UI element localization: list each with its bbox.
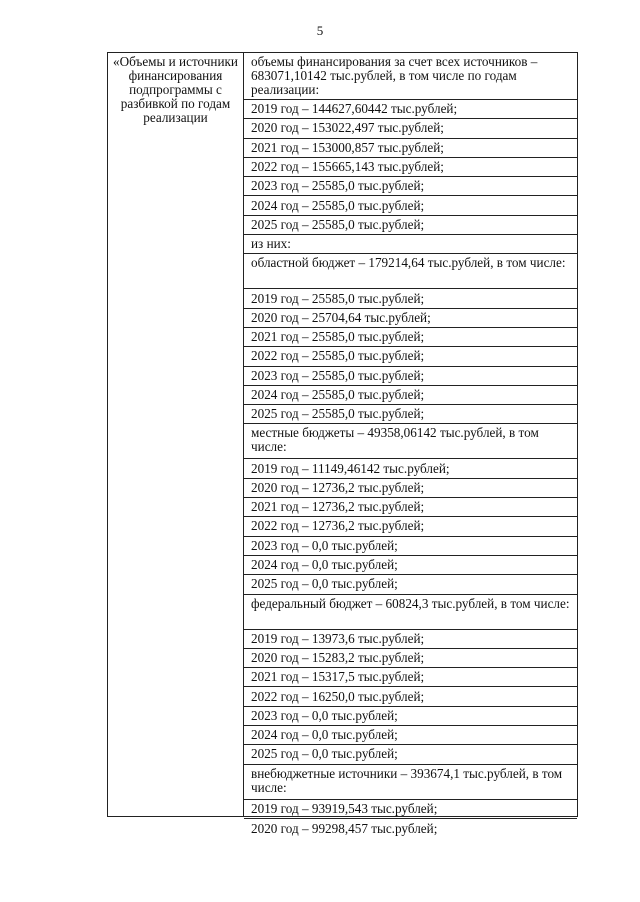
regional-year-row: 2021 год – 25585,0 тыс.рублей; (244, 328, 577, 347)
local-year-row: 2020 год – 12736,2 тыс.рублей; (244, 479, 577, 498)
federal-year-row: 2019 год – 13973,6 тыс.рублей; (244, 630, 577, 649)
federal-year-row: 2022 год – 16250,0 тыс.рублей; (244, 687, 577, 706)
regional-budget-heading: областной бюджет – 179214,64 тыс.рублей, в том числе: (244, 254, 577, 289)
total-year-row: 2025 год – 25585,0 тыс.рублей; (244, 216, 577, 235)
financing-table (107, 52, 578, 836)
regional-year-row: 2020 год – 25704,64 тыс.рублей; (244, 309, 577, 328)
regional-year-row: 2025 год – 25585,0 тыс.рублей; (244, 405, 577, 424)
regional-year-row: 2022 год – 25585,0 тыс.рублей; (244, 347, 577, 366)
total-year-row: 2020 год – 153022,497 тыс.рублей; (244, 119, 577, 138)
total-year-row: 2024 год – 25585,0 тыс.рублей; (244, 196, 577, 215)
local-year-row: 2022 год – 12736,2 тыс.рублей; (244, 517, 577, 536)
federal-budget-heading: федеральный бюджет – 60824,3 тыс.рублей, в том числе: (244, 595, 577, 630)
regional-year-row: 2023 год – 25585,0 тыс.рублей; (244, 367, 577, 386)
local-year-row: 2024 год – 0,0 тыс.рублей; (244, 556, 577, 575)
total-year-row: 2023 год – 25585,0 тыс.рублей; (244, 177, 577, 196)
local-year-row: 2021 год – 12736,2 тыс.рублей; (244, 498, 577, 517)
local-year-row: 2025 год – 0,0 тыс.рублей; (244, 575, 577, 594)
financing-details (244, 53, 577, 838)
extrabudgetary-year-row: 2020 год – 99298,457 тыс.рублей; (251, 820, 438, 836)
extrabudgetary-year-row: 2019 год – 93919,543 тыс.рублей; (244, 800, 577, 819)
total-year-row: 2021 год – 153000,857 тыс.рублей; (244, 139, 577, 158)
local-year-row: 2023 год – 0,0 тыс.рублей; (244, 537, 577, 556)
subprogram-financing-label: «Объемы и источники финансирования подпрограммы с разбивкой по годам реализации (113, 54, 238, 125)
regional-year-row: 2024 год – 25585,0 тыс.рублей; (244, 386, 577, 405)
federal-year-row: 2025 год – 0,0 тыс.рублей; (244, 745, 577, 764)
local-budget-heading: местные бюджеты – 49358,06142 тыс.рублей, в том числе: (244, 424, 577, 459)
total-year-row: 2019 год – 144627,60442 тыс.рублей; (244, 100, 577, 119)
federal-year-row: 2021 год – 15317,5 тыс.рублей; (244, 668, 577, 687)
total-heading: объемы финансирования за счет всех источников – 683071,10142 тыс.рублей, в том числе по годам реализации: (244, 53, 577, 100)
federal-year-row: 2023 год – 0,0 тыс.рублей; (244, 707, 577, 726)
federal-year-row: 2024 год – 0,0 тыс.рублей; (244, 726, 577, 745)
federal-year-row: 2020 год – 15283,2 тыс.рублей; (244, 649, 577, 668)
local-year-row: 2019 год – 11149,46142 тыс.рублей; (244, 459, 577, 478)
extrabudgetary-heading: внебюджетные источники – 393674,1 тыс.рублей, в том числе: (244, 765, 577, 800)
total-year-row: 2022 год – 155665,143 тыс.рублей; (244, 158, 577, 177)
page-number: 5 (316, 23, 324, 38)
of-which-label: из них: (244, 235, 577, 254)
regional-year-row: 2019 год – 25585,0 тыс.рублей; (244, 289, 577, 308)
